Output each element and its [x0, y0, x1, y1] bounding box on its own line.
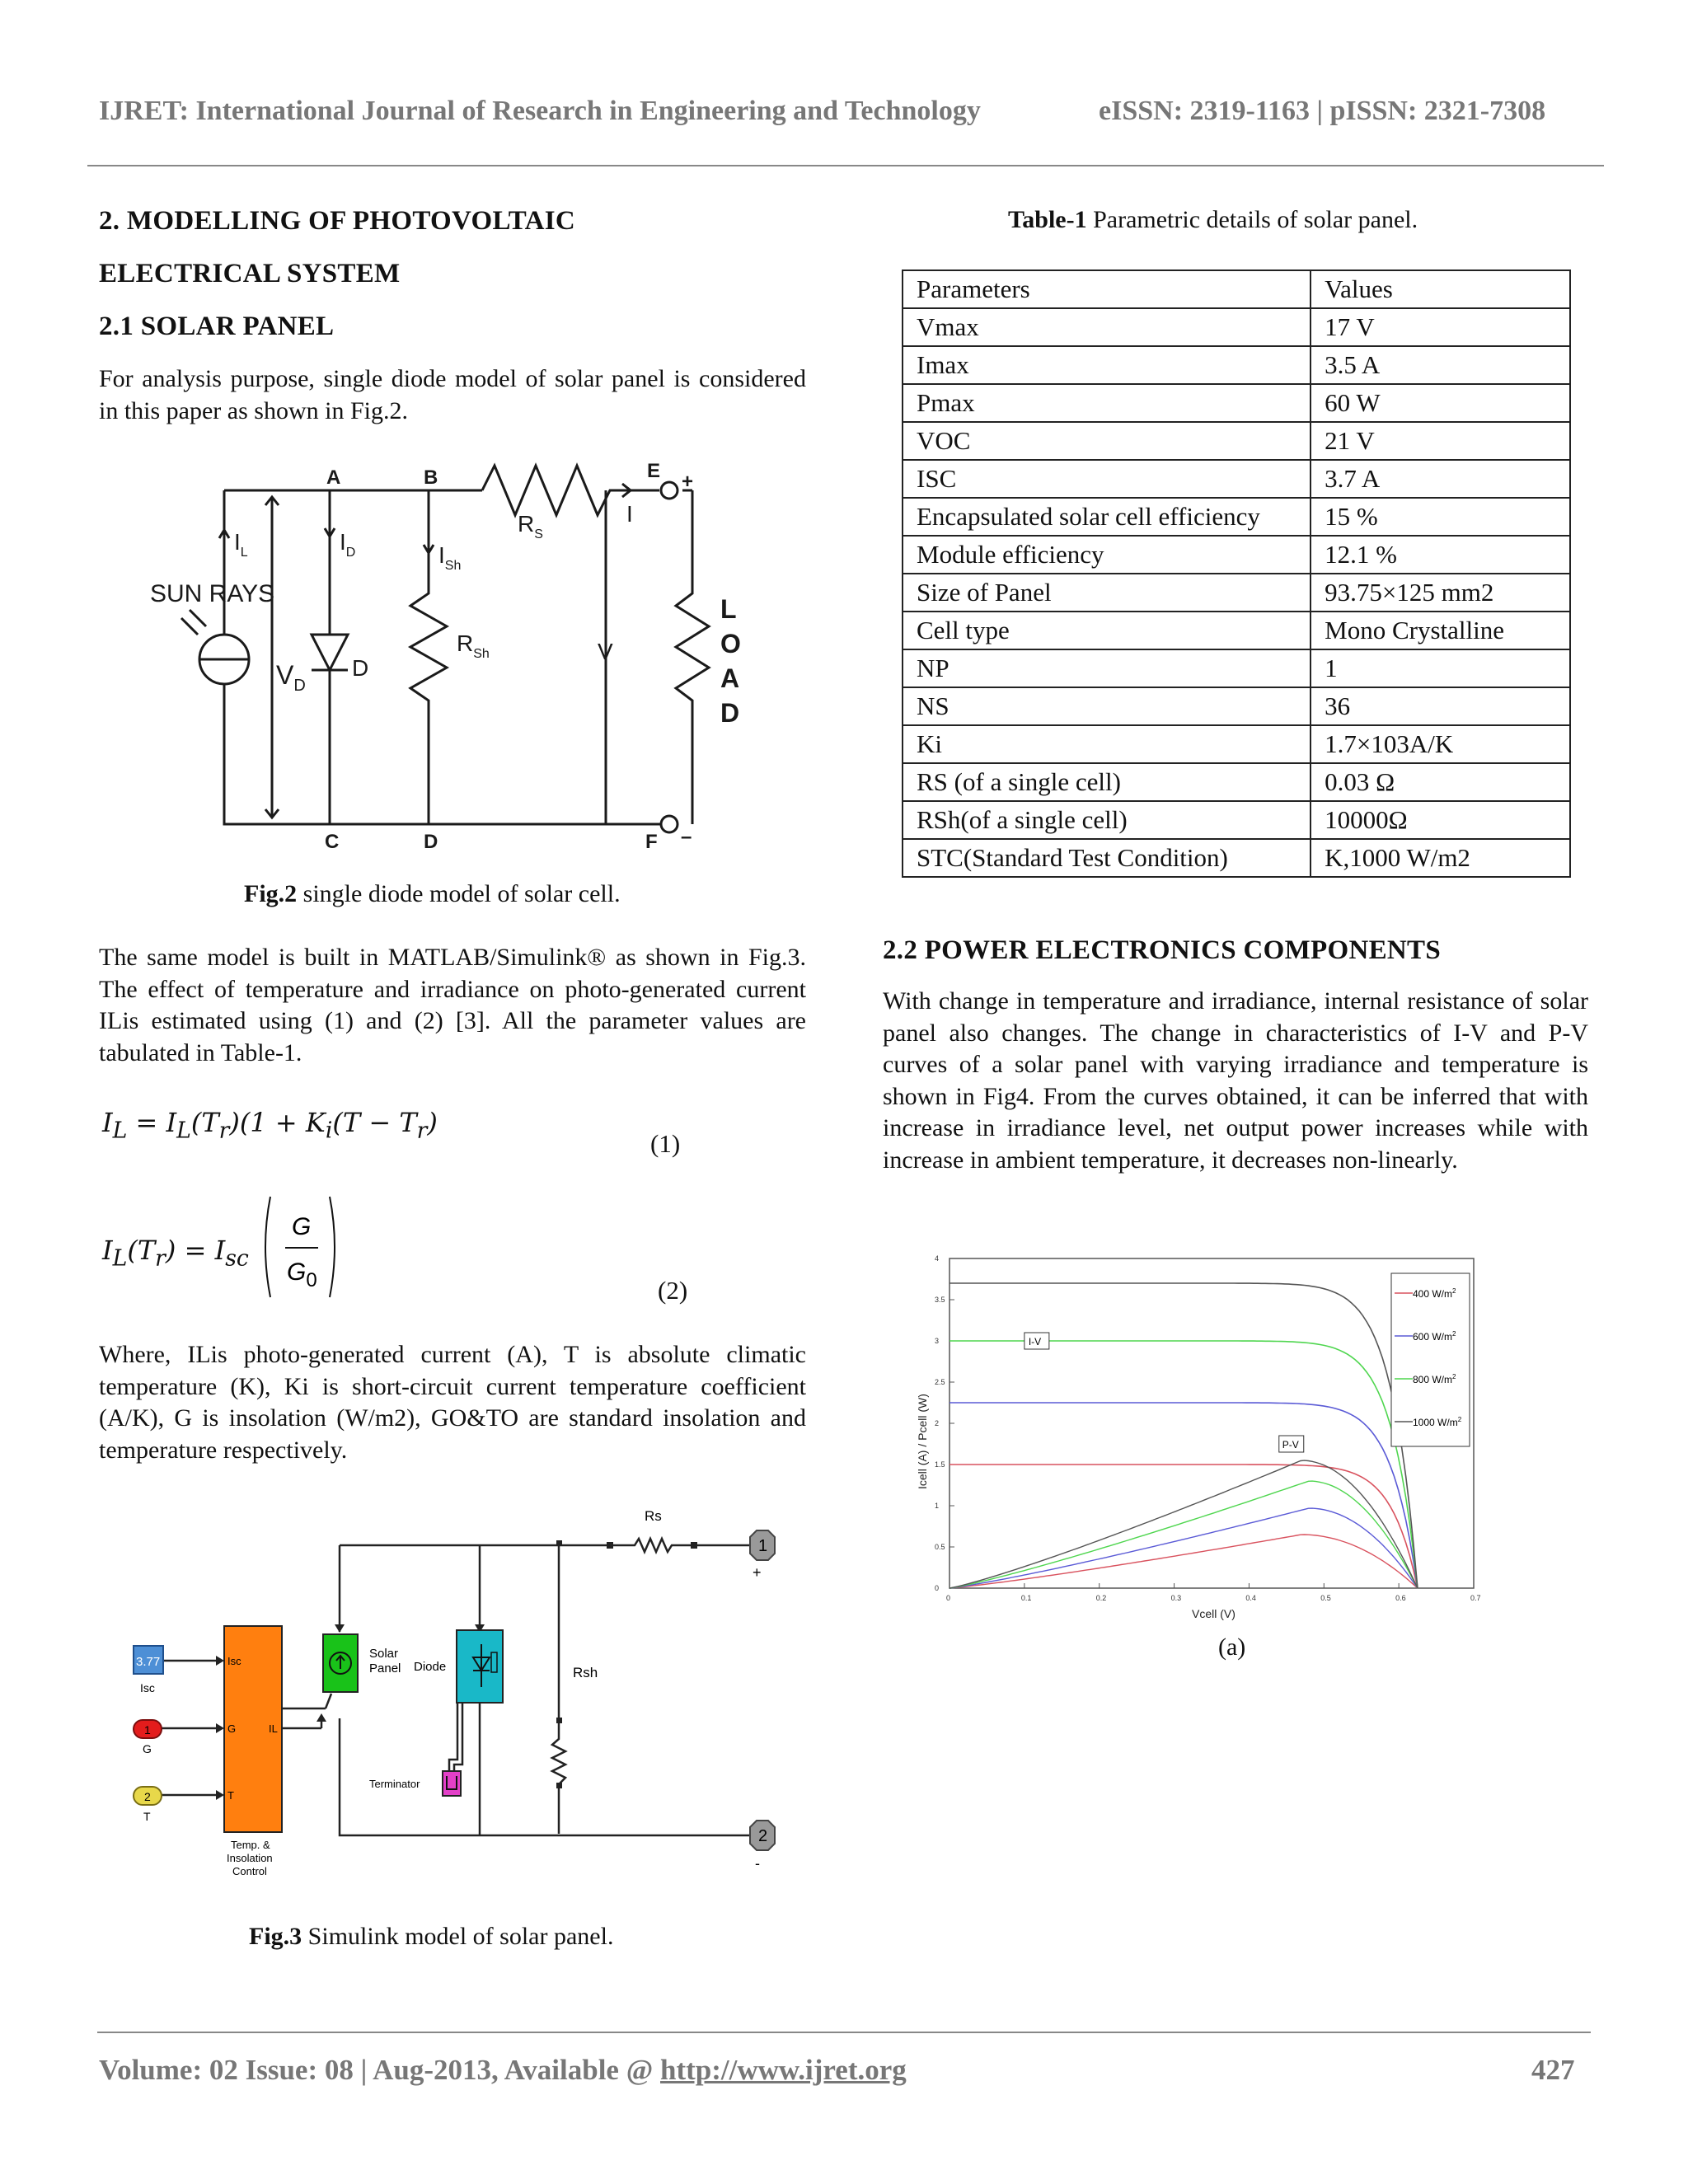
paragraph-simulink: The same model is built in MATLAB/Simulink® as shown in Fig.3. The effect of temperature and irradiance on photo-generated current ILis estimated using (1) and (2) [3]. All the parameter values are tabulated in Table-1.: [99, 944, 806, 1066]
node-b: B: [424, 466, 438, 489]
x-tick-label: 0: [946, 1594, 951, 1602]
parameter-name-cell: NP: [903, 649, 1311, 687]
x-tick-label: 0.3: [1170, 1594, 1182, 1602]
equation-1-number: (1): [650, 1129, 681, 1158]
control-in-g: G: [227, 1722, 237, 1735]
parameter-value-cell: Mono Crystalline: [1311, 612, 1570, 649]
table-row: [903, 839, 1570, 877]
parameter-value-cell: 12.1 %: [1311, 536, 1570, 574]
load-letter-a: A: [720, 663, 740, 693]
paragraph-where: Where, ILis photo-generated current (A), T is absolute climatic temperature (K), Ki is short-circuit current temperature coefficient (A/K), G is insolation (W/m2), GO&TO are standard insolation and temperature respectively.: [99, 1341, 806, 1464]
parameter-name-cell: Imax: [903, 346, 1311, 384]
parameter-name-cell: Size of Panel: [903, 574, 1311, 612]
table-row: [903, 725, 1570, 763]
label-rsh: $R_{Sh}$: [457, 630, 490, 661]
y-tick-label: 0.5: [935, 1543, 945, 1551]
subsection-title-solar-panel: 2.1 SOLAR PANEL: [99, 312, 335, 341]
table-row: [903, 422, 1570, 460]
y-tick-label: 4: [935, 1254, 940, 1263]
parameter-name-cell: NS: [903, 687, 1311, 725]
fig2-caption: Fig.2 single diode model of solar cell.: [244, 880, 621, 907]
diode-label: Diode: [414, 1660, 447, 1674]
x-tick-label: 0.5: [1320, 1594, 1331, 1602]
table-row: [903, 384, 1570, 422]
parameter-value-cell: 60 W: [1311, 384, 1570, 422]
y-tick-label: 2: [935, 1419, 940, 1427]
y-axis-label: Icell (A) / Pcell (W): [916, 1394, 929, 1489]
paragraph-analysis: For analysis purpose, single diode model of solar panel is considered in this paper as shown in Fig.2.: [99, 365, 806, 424]
table-row: [903, 308, 1570, 346]
y-tick-label: 2.5: [935, 1378, 945, 1386]
node-e: E: [647, 460, 661, 482]
label-ish: $I_{Sh}$: [438, 542, 462, 573]
control-name-2: Insolation: [227, 1852, 273, 1864]
parameter-value-cell: 36: [1311, 687, 1570, 725]
control-name-3: Control: [232, 1865, 267, 1877]
fig3-caption: Fig.3 Simulink model of solar panel.: [249, 1923, 614, 1950]
y-tick-label: 3.5: [935, 1296, 945, 1304]
parameter-value-cell: 15 %: [1311, 498, 1570, 536]
parameter-name-cell: Pmax: [903, 384, 1311, 422]
x-tick-label: 0.7: [1470, 1594, 1481, 1602]
legend-label: 1000 $W/m^2$: [1413, 1416, 1462, 1428]
table-row: [903, 801, 1570, 839]
load-letter-o: O: [720, 629, 741, 658]
t-label: T: [143, 1810, 151, 1823]
parameter-name-cell: ISC: [903, 460, 1311, 498]
terminator-label: Terminator: [369, 1778, 420, 1790]
parameter-value-cell: 3.5 A: [1311, 346, 1570, 384]
legend-label: 600 $W/m^2$: [1413, 1330, 1456, 1343]
table-header-cell: Values: [1311, 270, 1570, 308]
label-diode-d: D: [352, 655, 369, 681]
footer-text: Volume: 02 Issue: 08 | Aug-2013, Available @ http://www.ijret.org: [99, 2054, 907, 2086]
legend-label: 400 $W/m^2$: [1413, 1287, 1456, 1300]
label-il: $I_L$: [234, 529, 248, 560]
parameter-name-cell: Cell type: [903, 612, 1311, 649]
parameter-value-cell: K,1000 W/m2: [1311, 839, 1570, 877]
table-row: [903, 649, 1570, 687]
fig4-iv-pv-chart: [907, 1249, 1566, 1628]
svg-text:G: G: [292, 1213, 312, 1240]
t-value: 2: [144, 1790, 151, 1803]
iv-annotation: I-V: [1028, 1336, 1042, 1347]
rsh-block-label: Rsh: [573, 1665, 598, 1680]
equation-2-fraction: [259, 1193, 341, 1301]
isc-label: Isc: [140, 1681, 155, 1694]
outport-1: 1: [758, 1537, 768, 1555]
journal-link[interactable]: http://www.ijret.org: [660, 2054, 907, 2086]
parameter-value-cell: 93.75×125 mm2: [1311, 574, 1570, 612]
y-tick-label: 1: [935, 1502, 940, 1510]
sun-rays-label: SUN RAYS: [150, 580, 275, 607]
parameter-value-cell: 21 V: [1311, 422, 1570, 460]
control-in-isc: Isc: [227, 1655, 241, 1667]
paragraph-power-electronics: With change in temperature and irradiance, internal resistance of solar panel also changes. The change in characteristics of I-V and P-V curves of a solar panel with varying irradiance and temperature is shown in Fig4. From the curves obtained, it can be inferred that with increase in irradiance level, net output power increases while with increase in ambient temperature, it decreases non-linearly.: [883, 987, 1588, 1174]
table-row: [903, 460, 1570, 498]
pv-annotation: P-V: [1282, 1439, 1299, 1451]
g-value: 1: [144, 1723, 151, 1736]
outport-1-sign: +: [753, 1564, 762, 1581]
parameter-name-cell: Encapsulated solar cell efficiency: [903, 498, 1311, 536]
parameters-table: [902, 269, 1571, 878]
x-tick-label: 0.6: [1395, 1594, 1406, 1602]
y-tick-label: 0: [935, 1584, 940, 1592]
journal-issn: eISSN: 2319-1163 | pISSN: 2321-7308: [1099, 96, 1546, 126]
y-tick-label: 1.5: [935, 1460, 945, 1469]
x-tick-label: 0.2: [1095, 1594, 1107, 1602]
subsection-title-power-electronics: 2.2 POWER ELECTRONICS COMPONENTS: [883, 935, 1442, 965]
terminator-block[interactable]: [443, 1771, 461, 1796]
table-row: [903, 687, 1570, 725]
legend-label: 800 $W/m^2$: [1413, 1373, 1456, 1385]
table1-caption: Table-1 Parametric details of solar panel.: [1008, 206, 1418, 233]
parameter-value-cell: 1.7×103A/K: [1311, 725, 1570, 763]
parameter-name-cell: VOC: [903, 422, 1311, 460]
footer-rule: [97, 2032, 1591, 2033]
load-letter-d: D: [720, 698, 740, 728]
node-a: A: [326, 466, 341, 489]
y-tick-label: 3: [935, 1337, 940, 1345]
x-tick-label: 0.4: [1245, 1594, 1256, 1602]
equation-2-number: (2): [658, 1276, 688, 1305]
parameter-value-cell: 17 V: [1311, 308, 1570, 346]
control-name-1: Temp. &: [231, 1839, 270, 1851]
label-id: $I_D$: [340, 529, 356, 560]
node-d: D: [424, 831, 438, 853]
solar-panel-label-1: Solar: [369, 1647, 399, 1661]
label-i: I: [626, 501, 633, 527]
parameter-value-cell: 10000Ω: [1311, 801, 1570, 839]
outport-2: 2: [758, 1827, 768, 1845]
g-label: G: [143, 1742, 152, 1755]
node-f: F: [645, 831, 658, 853]
isc-value: 3.77: [136, 1655, 161, 1669]
table-header-row: [903, 270, 1570, 308]
parameter-name-cell: Ki: [903, 725, 1311, 763]
parameter-name-cell: RSh(of a single cell): [903, 801, 1311, 839]
rs-block-label: Rs: [645, 1508, 662, 1524]
table-row: [903, 498, 1570, 536]
label-v: V: [598, 639, 613, 664]
table-row: [903, 536, 1570, 574]
outport-2-sign: -: [755, 1855, 760, 1872]
table-row: [903, 763, 1570, 801]
section-title-line1: 2. MODELLING OF PHOTOVOLTAIC: [99, 206, 575, 236]
table-row: [903, 574, 1570, 612]
terminal-plus: +: [682, 471, 694, 493]
parameter-value-cell: 0.03 Ω: [1311, 763, 1570, 801]
fig4-caption: (a): [1218, 1633, 1246, 1661]
fig2-circuit: [148, 457, 775, 853]
svg-text:G0: $G_0$: [287, 1258, 317, 1291]
load-letter-l: L: [720, 594, 737, 624]
page-number: 427: [1531, 2054, 1575, 2086]
parameter-name-cell: STC(Standard Test Condition): [903, 839, 1311, 877]
label-rs: $R_S$: [518, 511, 543, 541]
control-out-il: IL: [269, 1722, 278, 1735]
table-row: [903, 612, 1570, 649]
parameter-value-cell: 3.7 A: [1311, 460, 1570, 498]
header-rule: [87, 165, 1604, 166]
parameter-value-cell: 1: [1311, 649, 1570, 687]
table-header-cell: Parameters: [903, 270, 1311, 308]
parameter-name-cell: RS (of a single cell): [903, 763, 1311, 801]
fig3-simulink-model: [115, 1504, 799, 1891]
label-vd: $V_D$: [276, 660, 306, 695]
equation-1: $I_L = I_L(T_r)(1 + K_i(T - T_r)$: [102, 1107, 438, 1144]
solar-panel-label-2: Panel: [369, 1661, 401, 1675]
journal-name: IJRET: International Journal of Research in Engineering and Technology: [99, 96, 981, 126]
section-title-line2: ELECTRICAL SYSTEM: [99, 259, 401, 288]
parameter-name-cell: Module efficiency: [903, 536, 1311, 574]
x-tick-label: 0.1: [1020, 1594, 1032, 1602]
table-row: [903, 346, 1570, 384]
parameter-name-cell: Vmax: [903, 308, 1311, 346]
control-in-t: T: [227, 1789, 234, 1802]
node-c: C: [325, 831, 340, 853]
terminal-minus: –: [681, 826, 692, 848]
x-axis-label: Vcell (V): [1192, 1607, 1236, 1620]
